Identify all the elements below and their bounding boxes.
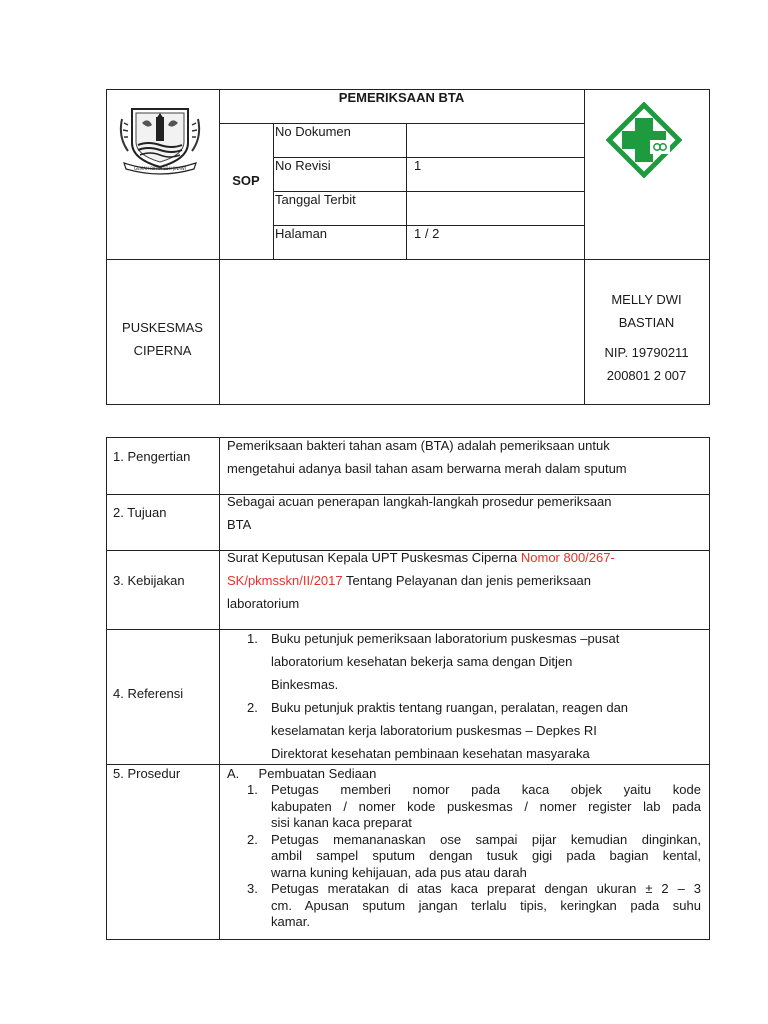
prosedur-1-line-2: kabupaten / nomer kode puskesmas / nomer register lab pada (271, 798, 701, 814)
prosedur-2-line-1: Petugas memananaskan ose sampai pijar kemudian dinginkan, (271, 831, 701, 847)
pengertian-line-2: mengetahui adanya basil tahan asam berwarna merah dalam sputum (227, 461, 627, 476)
section-text-kebijakan (227, 546, 705, 615)
signer-block (584, 288, 709, 387)
section-text-pengertian (227, 434, 705, 480)
prosedur-subtitle-text: Pembuatan Sediaan (258, 766, 377, 781)
signer-nip-line-1: NIP. 19790211 (604, 345, 689, 360)
prosedur-2-line-3: warna kuning kehijauan, ada pus atau darah (271, 864, 527, 880)
regional-emblem-logo (118, 103, 202, 177)
prosedur-3-line-1: Petugas meratakan di atas kaca preparat dengan ukuran ± 2 – 3 (271, 881, 701, 896)
referensi-item-number: 2. (247, 700, 258, 715)
kebijakan-line-3: laboratorium (227, 596, 300, 611)
prosedur-steps (247, 782, 701, 931)
prosedur-step-number: 3. (247, 881, 258, 896)
prosedur-subtitle (227, 766, 376, 782)
meta-label-no-revisi: No Revisi (275, 158, 331, 173)
referensi-2-line-2: keselamatan kerja laboratorium puskesmas – Depkes RI (271, 723, 597, 738)
prosedur-step-number: 2. (247, 831, 258, 847)
kebijakan-line-2b: Tentang Pelayanan dan jenis pemeriksaan (342, 573, 592, 588)
kebijakan-decree-number-1: Nomor 800/267- (520, 550, 615, 565)
section-label-pengertian: 1. Pengertian (113, 449, 191, 464)
kebijakan-decree-number-2: SK/pkmsskn/II/2017 (227, 573, 343, 588)
tujuan-line-1: Sebagai acuan penerapan langkah-langkah prosedur pemeriksaan (227, 494, 612, 509)
section-label-referensi: 4. Referensi (113, 686, 184, 701)
document-title: PEMERIKSAAN BTA (338, 90, 465, 105)
referensi-item-number: 1. (247, 631, 258, 646)
prosedur-3-line-3: kamar. (271, 914, 311, 929)
meta-value-no-revisi: 1 (414, 158, 422, 173)
organization-line-2: CIPERNA (133, 343, 192, 358)
prosedur-1-line-3: sisi kanan kaca preparat (271, 815, 412, 830)
referensi-2-line-1: Buku petunjuk praktis tentang ruangan, peralatan, reagen dan (271, 700, 629, 715)
organization-name (106, 316, 219, 362)
referensi-item (247, 627, 705, 696)
referensi-1-line-2: laboratorium kesehatan bekerja sama dengan Ditjen (271, 654, 573, 669)
signer-name-line-1: MELLY DWI (611, 292, 682, 307)
meta-label-halaman: Halaman (275, 226, 328, 241)
sop-label: SOP (232, 173, 260, 188)
pengertian-line-1: Pemeriksaan bakteri tahan asam (BTA) adalah pemeriksaan untuk (227, 438, 610, 453)
prosedur-2-line-2: ambil sampel sputum dengan tusuk gigi pada bagian kental, (271, 848, 701, 863)
prosedur-3-line-2: cm. Apusan sputum jangan terlalu tipis, keringkan pada suhu (271, 897, 701, 913)
section-text-tujuan (227, 490, 705, 536)
emblem-motto: GEMAH RIPAH LOH JINAWI (134, 166, 186, 171)
prosedur-step (247, 782, 701, 832)
referensi-list (247, 627, 705, 765)
referensi-1-line-3: Binkesmas. (271, 677, 339, 692)
section-label-prosedur: 5. Prosedur (113, 766, 181, 781)
prosedur-step (247, 832, 701, 882)
section-label-tujuan: 2. Tujuan (113, 505, 167, 520)
signer-nip-line-2: 200801 2 007 (606, 368, 687, 383)
meta-label-tanggal-terbit: Tanggal Terbit (275, 192, 356, 207)
prosedur-subtitle-number: A. (227, 766, 240, 781)
section-label-kebijakan: 3. Kebijakan (113, 573, 185, 588)
referensi-item (247, 696, 705, 765)
tujuan-line-2: BTA (227, 517, 252, 532)
organization-line-1: PUSKESMAS (122, 320, 203, 335)
kebijakan-line-1a: Surat Keputusan Kepala UPT Puskesmas Ciperna (227, 550, 521, 565)
signer-name-line-2: BASTIAN (618, 315, 675, 330)
prosedur-step (247, 881, 701, 931)
referensi-1-line-1: Buku petunjuk pemeriksaan laboratorium puskesmas –pusat (271, 631, 620, 646)
referensi-2-line-3: Direktorat kesehatan pembinaan kesehatan masyaraka (271, 746, 590, 761)
meta-label-no-dokumen: No Dokumen (275, 124, 351, 139)
puskesmas-cross-logo (606, 102, 682, 178)
prosedur-1-line-1: Petugas memberi nomor pada kaca objek yaitu kode (271, 782, 701, 797)
prosedur-step-number: 1. (247, 782, 258, 797)
meta-value-halaman: 1 / 2 (414, 226, 440, 241)
